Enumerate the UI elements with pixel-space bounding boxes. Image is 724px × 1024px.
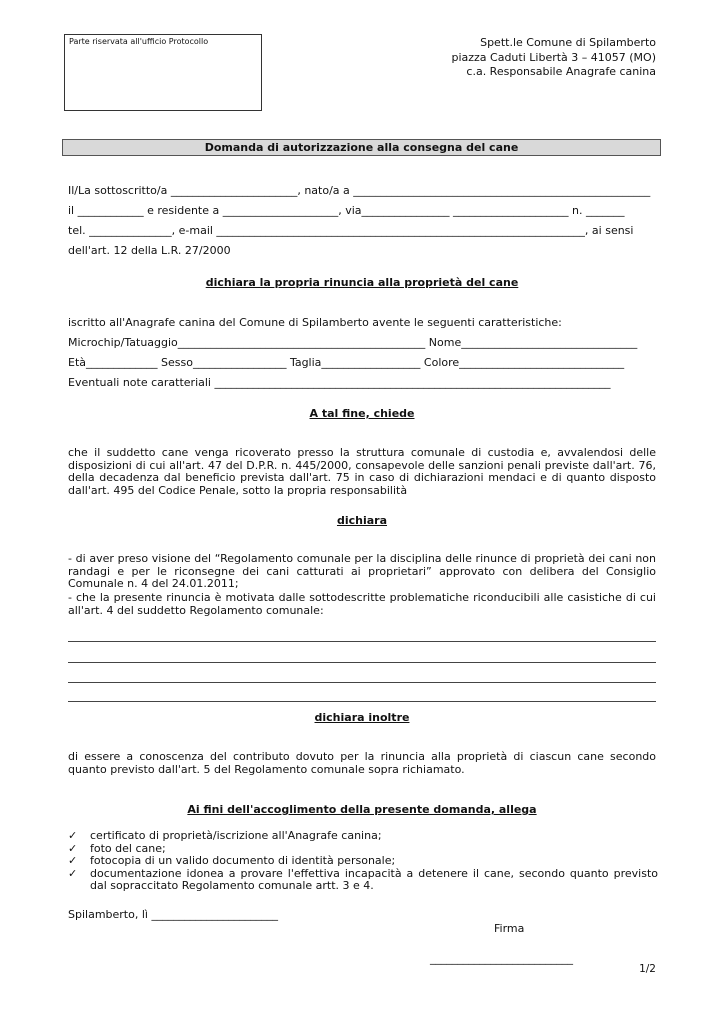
heading-attachments: Ai fini dell'accoglimento della presente domanda, allega (187, 803, 537, 816)
declaration-3: di essere a conoscenza del contributo dovuto per la rinuncia alla proprietà di ciascun cane secondo quanto previsto dall'art. 5 del Regolamento comunale sopra richiamato. (68, 750, 656, 776)
checkmark-icon: ✓ (68, 829, 78, 842)
applicant-line-3: tel. _______________, e-mail ___________________________________________________________________, ai sensi (68, 224, 634, 237)
declaration-2: - che la presente rinuncia è motivata dalle sottodescritte problematiche riconducibili alle casistiche di cui all'art. 4 del suddetto Regolamento comunale: (68, 591, 656, 617)
dog-line-3: Eventuali note caratteriali ________________________________________________________________________ (68, 376, 611, 389)
checkmark-icon: ✓ (68, 854, 78, 867)
dog-intro: iscritto all'Anagrafe canina del Comune di Spilamberto avente le seguenti caratteristiche: (68, 316, 562, 329)
protocol-reserved-box (64, 34, 262, 111)
heading-declares: dichiara (336, 514, 388, 527)
place-date: Spilamberto, lì _______________________ (68, 908, 278, 921)
declaration-1: - di aver preso visione del “Regolamento comunale per la disciplina delle rinunce di proprietà dei cani non randagi e per le riconsegne dei cani catturati ai proprietari” approvato con delibera del Consiglio Comunale n. 4 del 24.01.2011; (68, 552, 656, 590)
list-item: ✓ certificato di proprietà/iscrizione all'Anagrafe canina; (68, 829, 382, 842)
reason-line-1 (68, 641, 656, 642)
applicant-line-2: il ____________ e residente a _____________________, via________________ _____________________ n. _______ (68, 204, 625, 217)
attachments-list (68, 830, 658, 893)
signature-line: __________________________ (430, 952, 573, 965)
reason-line-3 (68, 682, 656, 683)
request-paragraph: che il suddetto cane venga ricoverato presso la struttura comunale di custodia e, avvalendosi delle disposizioni di cui all'art. 47 del D.P.R. n. 445/2000, consapevole delle sanzioni penali previste dall'art. 76, della decadenza dal beneficio prevista dall'art. 75 in caso di dichiarazioni mendaci e di quanto disposto dall'art. 495 del Codice Penale, sotto la propria responsabilità (68, 446, 656, 497)
recipient-line-3: c.a. Responsabile Anagrafe canina (466, 65, 656, 78)
checkmark-icon: ✓ (68, 841, 78, 855)
protocol-box-label: Parte riservata all'ufficio Protocollo (69, 37, 209, 46)
recipient-line-2: piazza Caduti Libertà 3 – 41057 (MO) (451, 50, 656, 64)
list-item: ✓ documentazione idonea a provare l'effettiva incapacità a detenere il cane, secondo quanto previsto dal sopraccitato Regolamento comunale artt. 3 e 4. (68, 866, 658, 892)
dog-line-1: Microchip/Tatuaggio_____________________________________________ Nome________________________________ (68, 336, 638, 349)
dog-line-2: Età_____________ Sesso_________________ Taglia__________________ Colore______________________________ (68, 356, 625, 369)
reason-line-4 (68, 701, 656, 702)
document-title: Domanda di autorizzazione alla consegna del cane (62, 139, 661, 156)
applicant-line-1: Il/La sottoscritto/a _______________________, nato/a a ______________________________________________________ (68, 184, 651, 197)
checkmark-icon: ✓ (68, 866, 78, 880)
heading-declares-also: dichiara inoltre (314, 711, 410, 724)
signature-label: Firma (494, 922, 525, 935)
page-number: 1/2 (639, 963, 656, 975)
heading-request: A tal fine, chiede (309, 407, 415, 420)
heading-renunciation: dichiara la propria rinuncia alla proprietà del cane (205, 276, 519, 289)
recipient-address (451, 36, 656, 80)
recipient-line-1: Spett.le Comune di Spilamberto (480, 36, 656, 49)
list-item: ✓ fotocopia di un valido documento di identità personale; (68, 854, 396, 867)
applicant-line-4: dell'art. 12 della L.R. 27/2000 (68, 244, 231, 257)
reason-line-2 (68, 662, 656, 663)
list-item: ✓ foto del cane; (68, 841, 166, 855)
